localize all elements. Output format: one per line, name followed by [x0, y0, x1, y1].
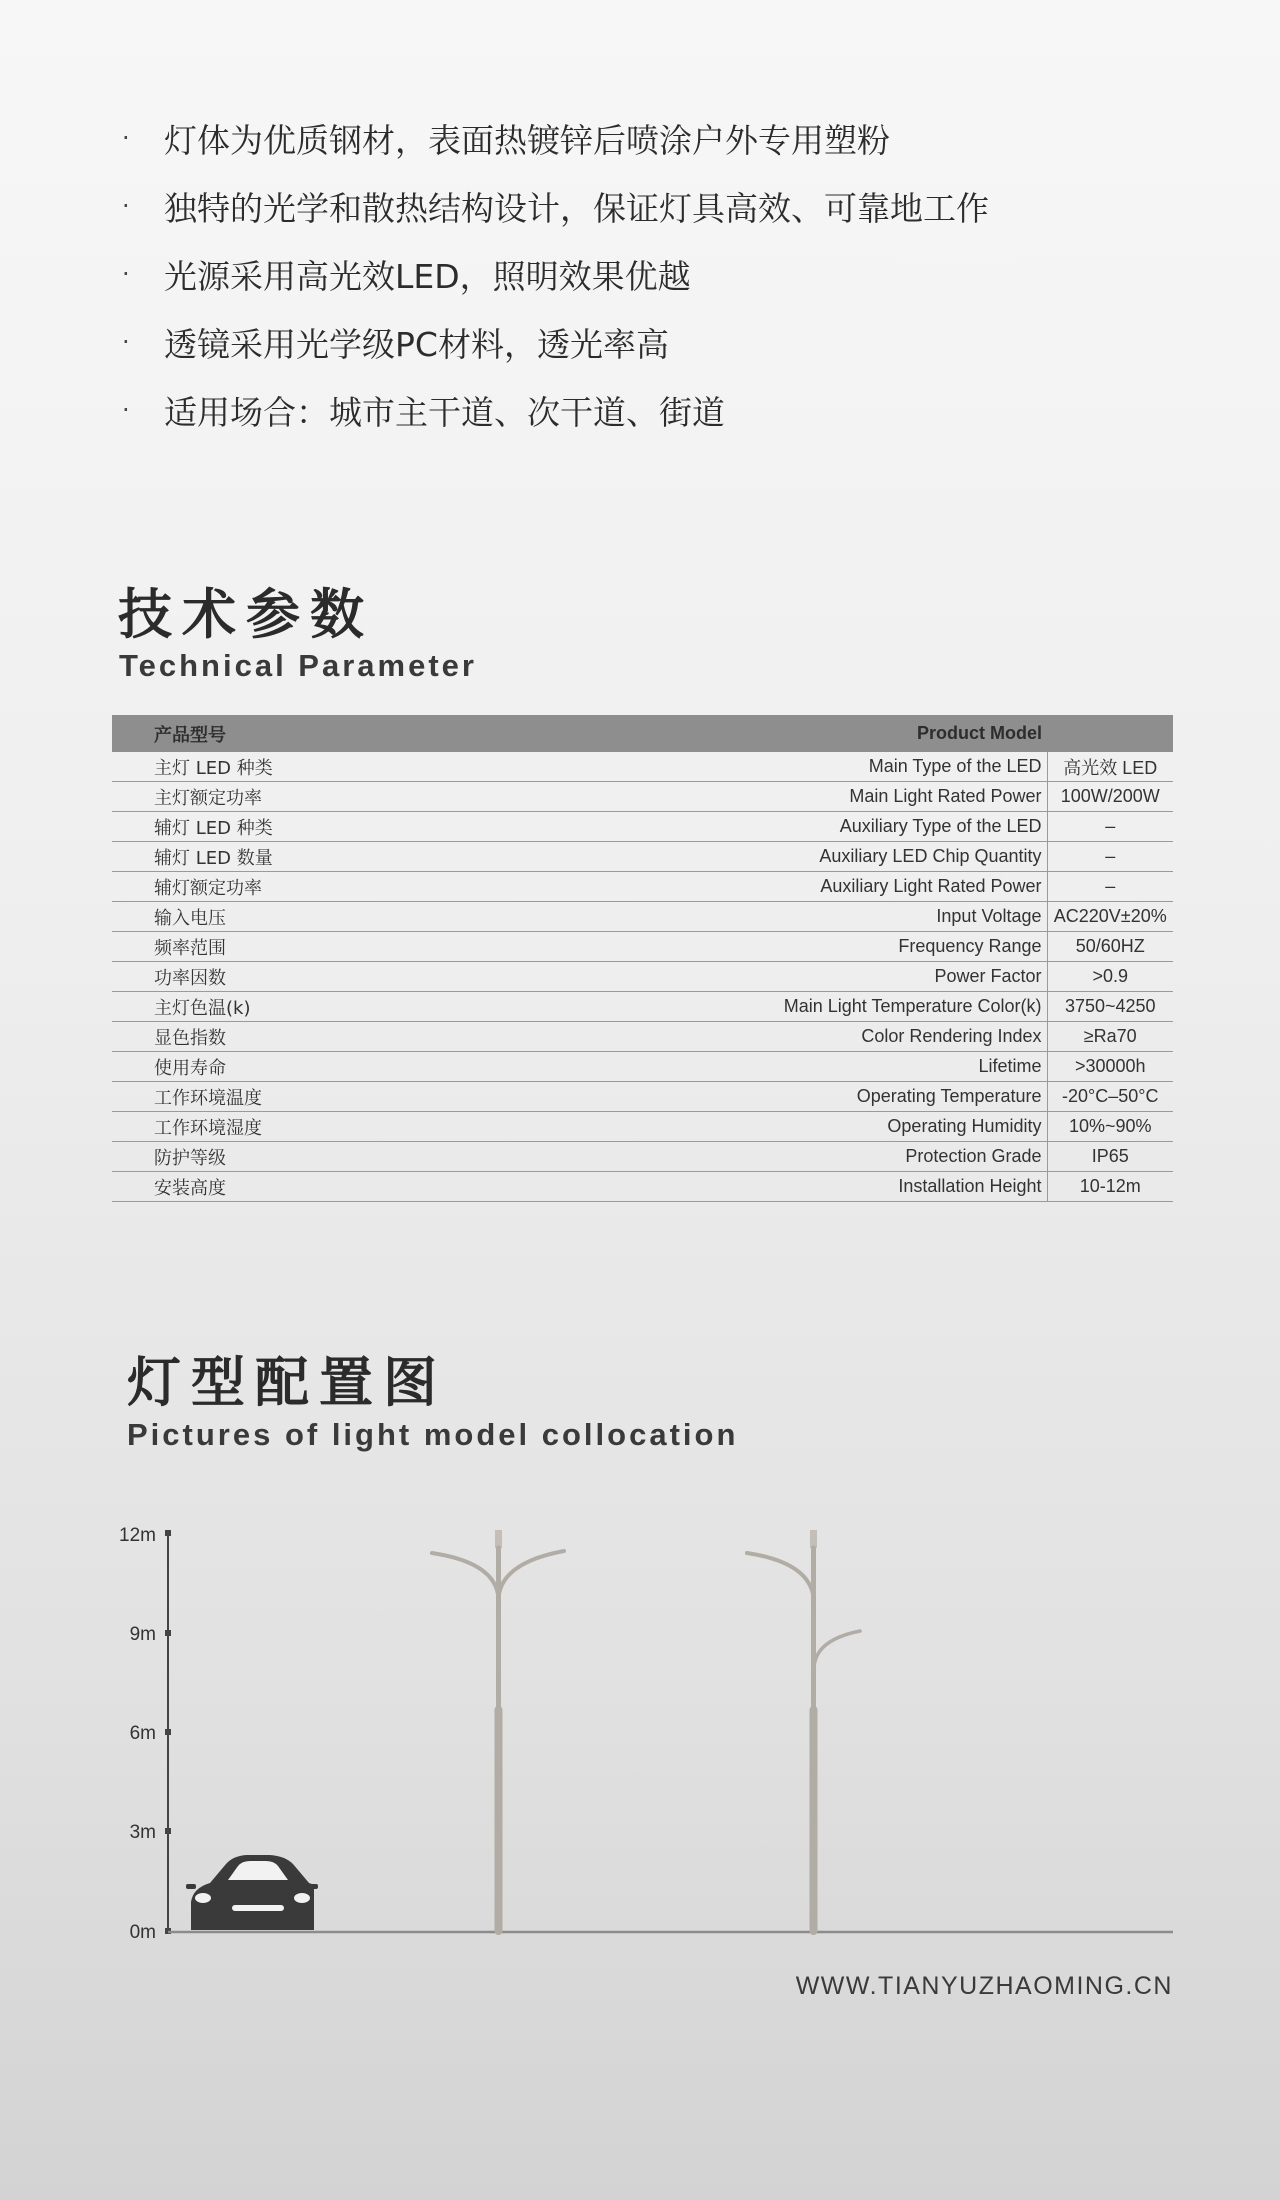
row-en: Frequency Range [342, 932, 1047, 962]
row-cn: 辅灯 LED 数量 [112, 842, 342, 872]
bullet: · [122, 124, 130, 152]
feature-text: 适用场合：城市主干道、次干道、街道 [164, 392, 725, 432]
row-value: – [1047, 812, 1173, 842]
row-en: Lifetime [342, 1052, 1047, 1082]
header-cn: 产品型号 [112, 715, 342, 752]
street-lamp-double-arm [432, 1530, 564, 1931]
row-en: Color Rendering Index [342, 1022, 1047, 1052]
row-cn: 防护等级 [112, 1142, 342, 1172]
row-cn: 使用寿命 [112, 1052, 342, 1082]
scale-tick [165, 1729, 171, 1735]
row-value: AC220V±20% [1047, 902, 1173, 932]
row-value: 10-12m [1047, 1172, 1173, 1202]
row-value: 10%~90% [1047, 1112, 1173, 1142]
scale-tick [165, 1630, 171, 1636]
row-cn: 主灯额定功率 [112, 782, 342, 812]
row-value: ≥Ra70 [1047, 1022, 1173, 1052]
row-value: 3750~4250 [1047, 992, 1173, 1022]
scale-label: 3m [129, 1822, 156, 1843]
row-cn: 功率因数 [112, 962, 342, 992]
row-cn: 辅灯额定功率 [112, 872, 342, 902]
row-en: Main Light Temperature Color(k) [342, 992, 1047, 1022]
row-cn: 工作环境湿度 [112, 1112, 342, 1142]
row-cn: 频率范围 [112, 932, 342, 962]
row-value: – [1047, 842, 1173, 872]
scale-label: 0m [129, 1922, 156, 1943]
row-en: Main Type of the LED [342, 752, 1047, 782]
row-en: Auxiliary LED Chip Quantity [342, 842, 1047, 872]
scale-tick [165, 1530, 171, 1536]
row-value: >0.9 [1047, 962, 1173, 992]
row-en: Main Light Rated Power [342, 782, 1047, 812]
website-url[interactable]: WWW.TIANYUZHAOMING.CN [795, 1972, 1173, 2000]
bullet: · [122, 396, 130, 424]
row-value: 高光效 LED [1047, 752, 1173, 782]
feature-text: 光源采用高光效LED，照明效果优越 [164, 256, 691, 296]
row-en: Protection Grade [342, 1142, 1047, 1172]
scale-tick [165, 1828, 171, 1834]
scale-label: 12m [119, 1525, 156, 1546]
row-value: 50/60HZ [1047, 932, 1173, 962]
row-value: >30000h [1047, 1052, 1173, 1082]
row-en: Operating Humidity [342, 1112, 1047, 1142]
row-cn: 输入电压 [112, 902, 342, 932]
row-en: Installation Height [342, 1172, 1047, 1202]
header-en: Product Model [342, 715, 1047, 752]
technical-title-cn: 技术参数 [118, 583, 374, 646]
scale-label: 9m [129, 1624, 156, 1645]
row-cn: 主灯 LED 种类 [112, 752, 342, 782]
collocation-title-en: Pictures of light model collocation [127, 1417, 739, 1452]
car-icon [186, 1853, 322, 1931]
row-cn: 显色指数 [112, 1022, 342, 1052]
feature-text: 独特的光学和散热结构设计，保证灯具高效、可靠地工作 [164, 188, 989, 228]
row-cn: 安装高度 [112, 1172, 342, 1202]
row-cn: 工作环境温度 [112, 1082, 342, 1112]
row-en: Auxiliary Light Rated Power [342, 872, 1047, 902]
bullet: · [122, 328, 130, 356]
row-value: -20°C–50°C [1047, 1082, 1173, 1112]
row-cn: 主灯色温(k) [112, 992, 342, 1022]
feature-text: 灯体为优质钢材，表面热镀锌后喷涂户外专用塑粉 [164, 120, 890, 160]
row-cn: 辅灯 LED 种类 [112, 812, 342, 842]
row-value: 100W/200W [1047, 782, 1173, 812]
collocation-title-cn: 灯型配置图 [127, 1351, 447, 1414]
row-en: Auxiliary Type of the LED [342, 812, 1047, 842]
technical-title-en: Technical Parameter [119, 648, 477, 683]
row-en: Power Factor [342, 962, 1047, 992]
bullet: · [122, 192, 130, 220]
row-en: Operating Temperature [342, 1082, 1047, 1112]
scale-label: 6m [129, 1723, 156, 1744]
row-value: – [1047, 872, 1173, 902]
row-en: Input Voltage [342, 902, 1047, 932]
street-lamp-with-auxiliary-arm [747, 1530, 860, 1931]
bullet: · [122, 260, 130, 288]
feature-text: 透镜采用光学级PC材料，透光率高 [164, 324, 669, 364]
row-value: IP65 [1047, 1142, 1173, 1172]
